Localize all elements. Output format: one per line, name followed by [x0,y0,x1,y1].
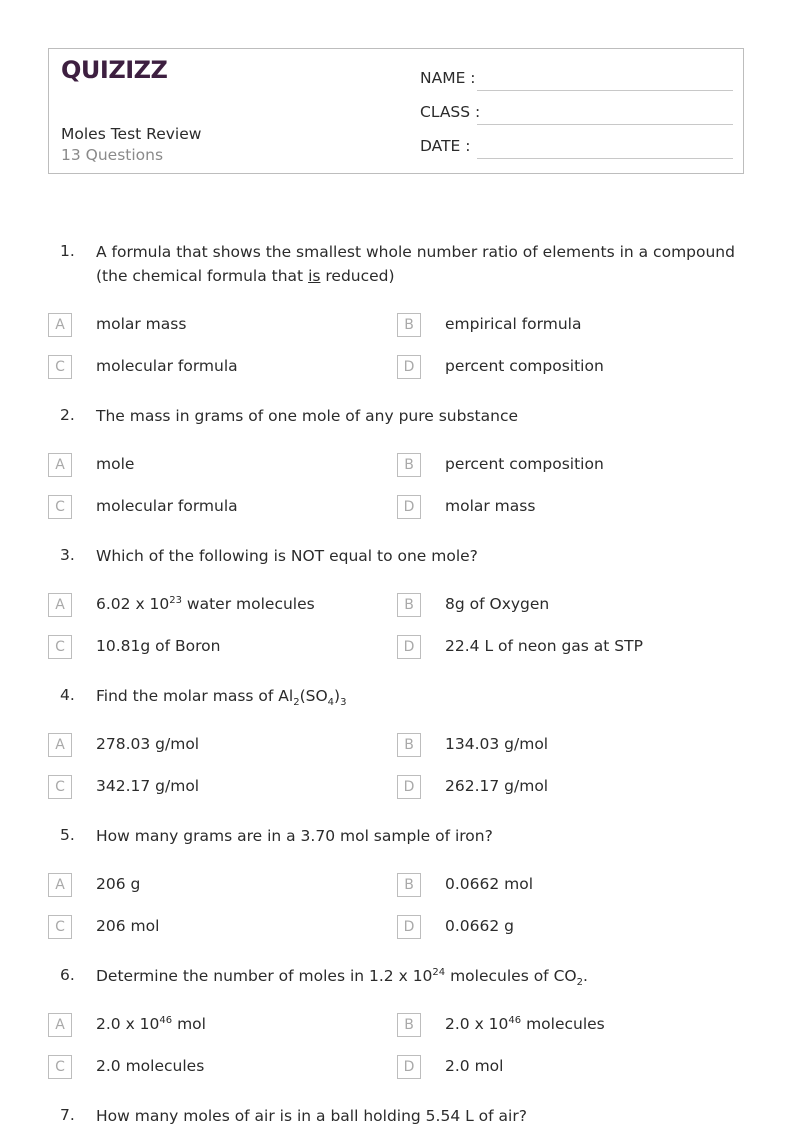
quiz-title: Moles Test Review [61,125,202,143]
option-letter-box[interactable]: A [48,1013,72,1037]
option-text: percent composition [445,455,604,473]
option-text: 10.81g of Boron [96,637,221,655]
option-text: molar mass [96,315,187,333]
question-text: Which of the following is NOT equal to one mole? [96,547,478,565]
option-text: 2.0 mol [445,1057,504,1075]
question-text: Find the molar mass of $Al_2(SO_4)_3$ [96,687,347,709]
option-text: 8g of Oxygen [445,595,550,613]
option-text: 134.03 g/mol [445,735,549,753]
option-text: 206 mol [96,917,160,935]
question-number: 4. [60,686,75,704]
option-letter-box[interactable]: B [397,593,421,617]
option-text: 2.0 x $10^{46}$ mol [96,1014,206,1033]
option-letter-box[interactable]: A [48,453,72,477]
option-letter-box[interactable]: D [397,915,421,939]
option-letter-box[interactable]: A [48,873,72,897]
question-number: 2. [60,406,75,424]
question-count: 13 Questions [61,146,164,164]
question-number: 5. [60,826,75,844]
option-text: empirical formula [445,315,582,333]
question-number: 6. [60,966,75,984]
option-text: 22.4 L of neon gas at STP [445,637,643,655]
option-letter-box[interactable]: A [48,313,72,337]
quizizz-logo: QUIZIZZ [61,56,168,84]
option-letter-box[interactable]: B [397,313,421,337]
option-letter-box[interactable]: D [397,1055,421,1079]
option-text: 0.0662 mol [445,875,534,893]
option-text: 2.0 x $10^{46}$ molecules [445,1014,605,1033]
option-text: 278.03 g/mol [96,735,200,753]
option-letter-box[interactable]: D [397,355,421,379]
option-text: molecular formula [96,357,238,375]
question-text: Determine the number of moles in 1.2 x $10^{24}$ molecules of $CO_2$. [96,966,588,989]
option-letter-box[interactable]: D [397,775,421,799]
class-label: CLASS : [420,103,481,121]
question-text: A formula that shows the smallest whole number ratio of elements in a compound (the chemical formula that is reduced) [96,243,735,285]
option-letter-box[interactable]: C [48,775,72,799]
option-text: 262.17 g/mol [445,777,549,795]
option-letter-box[interactable]: B [397,453,421,477]
question-number: 7. [60,1106,75,1124]
option-text: 0.0662 g [445,917,515,935]
option-text: 2.0 molecules [96,1057,205,1075]
question-number: 1. [60,242,75,260]
date-field[interactable] [477,158,733,159]
option-letter-box[interactable]: D [397,495,421,519]
worksheet-header [48,48,744,174]
question-text: How many moles of air is in a ball holding 5.54 L of air? [96,1107,527,1125]
option-letter-box[interactable]: C [48,355,72,379]
date-label: DATE : [420,137,471,155]
option-text: 6.02 x $10^{23}$ water molecules [96,594,315,613]
option-letter-box[interactable]: D [397,635,421,659]
option-letter-box[interactable]: A [48,733,72,757]
option-text: 206 g [96,875,141,893]
option-letter-box[interactable]: C [48,1055,72,1079]
option-text: molecular formula [96,497,238,515]
option-letter-box[interactable]: B [397,733,421,757]
option-letter-box[interactable]: B [397,873,421,897]
name-label: NAME : [420,69,476,87]
option-letter-box[interactable]: A [48,593,72,617]
option-letter-box[interactable]: C [48,635,72,659]
option-text: 342.17 g/mol [96,777,200,795]
option-text: mole [96,455,135,473]
class-field[interactable] [477,124,733,125]
option-letter-box[interactable]: B [397,1013,421,1037]
option-letter-box[interactable]: C [48,495,72,519]
question-text: How many grams are in a 3.70 mol sample of iron? [96,827,493,845]
option-letter-box[interactable]: C [48,915,72,939]
question-text: The mass in grams of one mole of any pure substance [96,407,519,425]
name-field[interactable] [477,90,733,91]
option-text: molar mass [445,497,536,515]
option-text: percent composition [445,357,604,375]
question-number: 3. [60,546,75,564]
